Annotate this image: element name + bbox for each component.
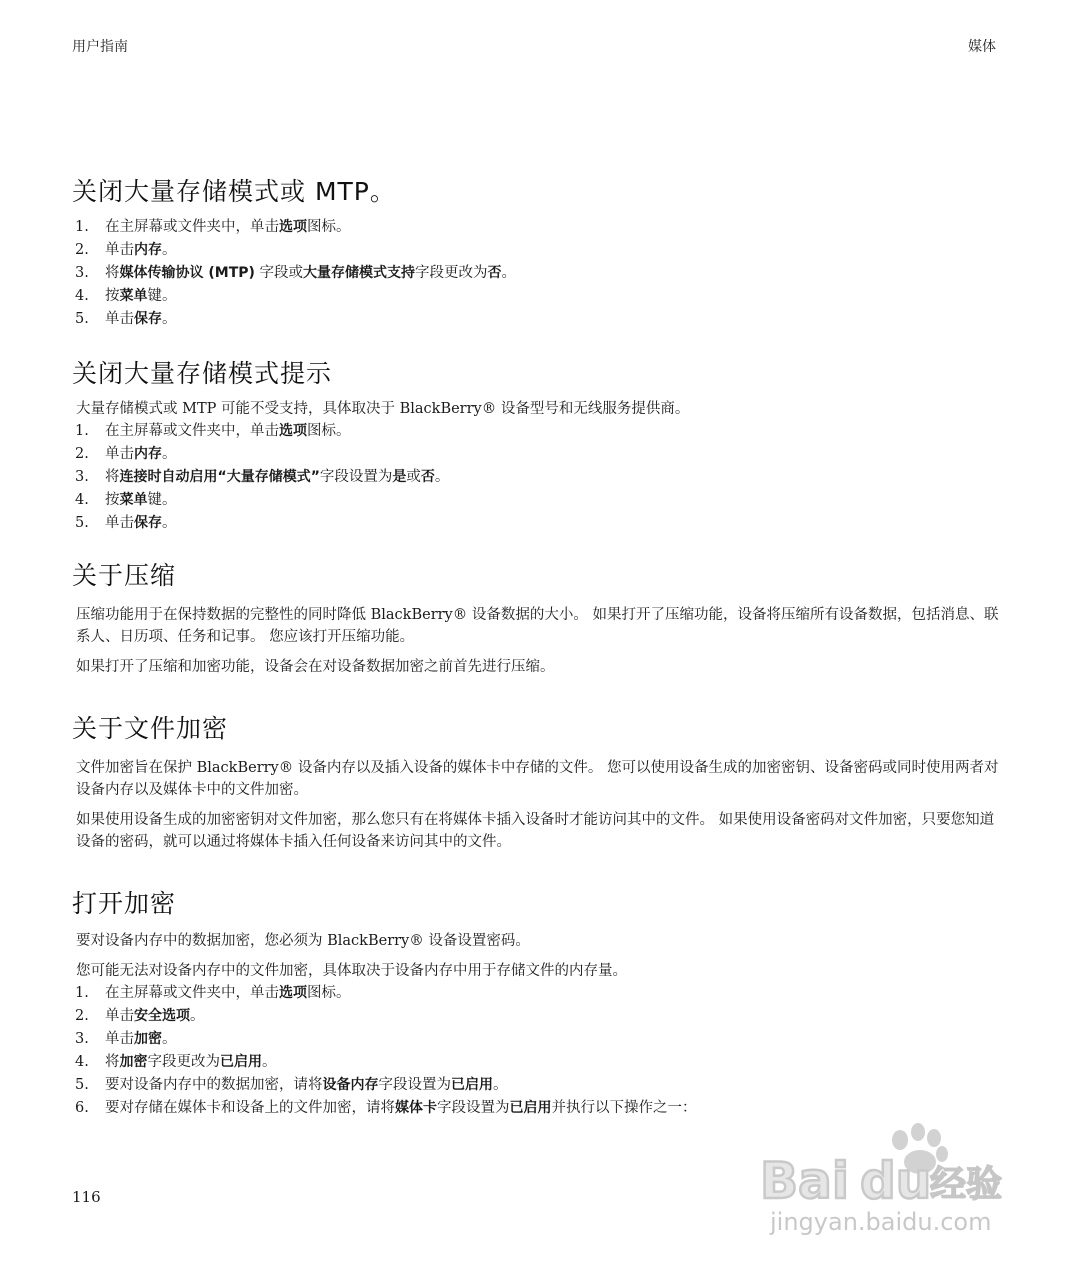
ui-term: 大量存储模式支持	[303, 265, 416, 281]
step-item: 4. 按菜单键。	[72, 489, 1002, 512]
step-item: 3. 单击加密。	[72, 1028, 1002, 1051]
body-paragraph: 如果打开了压缩和加密功能，设备会在对设备数据加密之前首先进行压缩。	[76, 659, 555, 675]
body-paragraph: 压缩功能用于在保持数据的完整性的同时降低 BlackBerry® 设备数据的大小。 如果打开了压缩功能，设备将压缩所有设备数据，包括消息、联系人、日历项、任务和记事。 您应该打开压缩功能。	[76, 607, 999, 645]
ui-term: 选项	[279, 985, 307, 1001]
step-number: 1.	[75, 985, 89, 1001]
ui-term: 已启用	[220, 1054, 262, 1070]
steps-list	[72, 982, 1002, 1120]
step-number: 3.	[75, 469, 89, 485]
section-title: 关于文件加密	[72, 714, 229, 743]
step-item: 6. 要对存储在媒体卡和设备上的文件加密，请将媒体卡字段设置为已启用并执行以下操作之一：	[72, 1097, 1002, 1120]
step-number: 3.	[75, 1031, 89, 1047]
steps-list	[72, 216, 1002, 331]
ui-term: 安全选项	[134, 1008, 190, 1024]
baidu-jingyan-watermark	[752, 1118, 1012, 1258]
ui-term: 菜单	[119, 492, 148, 508]
svg-text:du: du	[860, 1152, 932, 1210]
step-number: 1.	[75, 423, 89, 439]
step-number: 4.	[75, 288, 89, 304]
section-disable-mass-storage-prompt	[72, 354, 1002, 535]
page-number: 116	[72, 1188, 101, 1206]
ui-term: 内存	[134, 446, 162, 462]
header-guide-title: 用户指南	[72, 39, 128, 55]
section-title: 关闭大量存储模式提示	[72, 359, 333, 388]
ui-term: 加密	[119, 1054, 148, 1070]
step-number: 5.	[75, 515, 89, 531]
body-paragraph: 要对设备内存中的数据加密，您必须为 BlackBerry® 设备设置密码。	[76, 933, 530, 949]
step-item: 5. 单击保存。	[72, 308, 1002, 331]
section-title: 关闭大量存储模式或 MTP。	[72, 177, 396, 206]
step-item: 1. 在主屏幕或文件夹中，单击选项图标。	[72, 982, 1002, 1005]
step-item: 3. 将连接时自动启用“大量存储模式”字段设置为是或否。	[72, 466, 1002, 489]
step-number: 1.	[75, 219, 89, 235]
body-paragraph: 如果使用设备生成的加密密钥对文件加密，那么您只有在将媒体卡插入设备时才能访问其中的文件。 如果使用设备密码对文件加密，只要您知道设备的密码，就可以通过将媒体卡插入任何设备来访问其中的文件。	[76, 812, 995, 850]
ui-term: 已启用	[451, 1077, 493, 1093]
step-number: 2.	[75, 242, 89, 258]
steps-list	[72, 420, 1002, 535]
step-number: 5.	[75, 311, 89, 327]
step-item: 5. 单击保存。	[72, 512, 1002, 535]
ui-term: 选项	[279, 219, 307, 235]
step-number: 5.	[75, 1077, 89, 1093]
step-item: 2. 单击内存。	[72, 443, 1002, 466]
body-paragraph: 您可能无法对设备内存中的文件加密，具体取决于设备内存中用于存储文件的内存量。	[76, 963, 627, 979]
ui-term: 加密	[134, 1031, 162, 1047]
step-item: 2. 单击安全选项。	[72, 1005, 1002, 1028]
step-number: 3.	[75, 265, 89, 281]
section-about-compression	[72, 556, 1002, 678]
ui-term: 菜单	[119, 288, 148, 304]
step-number: 2.	[75, 446, 89, 462]
step-item: 2. 单击内存。	[72, 239, 1002, 262]
ui-term: 连接时自动启用“大量存储模式”	[119, 469, 320, 485]
watermark-url: jingyan.baidu.com	[770, 1208, 992, 1236]
step-item: 1. 在主屏幕或文件夹中，单击选项图标。	[72, 420, 1002, 443]
header-chapter-title: 媒体	[968, 39, 996, 55]
ui-term: 否	[420, 469, 435, 485]
body-paragraph: 大量存储模式或 MTP 可能不受支持，具体取决于 BlackBerry® 设备型号和无线服务提供商。	[76, 401, 690, 417]
ui-term: 否	[487, 265, 502, 281]
step-number: 2.	[75, 1008, 89, 1024]
ui-term: 选项	[279, 423, 307, 439]
ui-term: 内存	[134, 242, 162, 258]
section-title: 关于压缩	[72, 561, 177, 590]
section-turn-on-encryption	[72, 884, 1002, 1120]
ui-term: 已启用	[509, 1100, 552, 1116]
section-disable-mass-storage	[72, 172, 1002, 331]
step-number: 6.	[75, 1100, 89, 1116]
step-item: 3. 将媒体传输协议 (MTP) 字段或大量存储模式支持字段更改为否。	[72, 262, 1002, 285]
step-item: 4. 将加密字段更改为已启用。	[72, 1051, 1002, 1074]
step-number: 4.	[75, 492, 89, 508]
body-paragraph: 文件加密旨在保护 BlackBerry® 设备内存以及插入设备的媒体卡中存储的文件。 您可以使用设备生成的加密密钥、设备密码或同时使用两者对设备内存以及媒体卡中的文件加密。	[76, 760, 999, 798]
ui-term: 保存	[134, 311, 162, 327]
section-title: 打开加密	[72, 889, 177, 918]
svg-text:Bai: Bai	[760, 1152, 849, 1210]
ui-term: 媒体传输协议 (MTP)	[119, 265, 255, 281]
svg-text:经验: 经验	[930, 1164, 1003, 1205]
step-number: 4.	[75, 1054, 89, 1070]
ui-term: 是	[392, 469, 407, 485]
ui-term: 媒体卡	[395, 1100, 437, 1116]
ui-term: 保存	[134, 515, 162, 531]
step-item: 1. 在主屏幕或文件夹中，单击选项图标。	[72, 216, 1002, 239]
section-about-file-encryption	[72, 709, 1002, 853]
ui-term: 设备内存	[322, 1077, 379, 1093]
step-item: 5. 要对设备内存中的数据加密，请将设备内存字段设置为已启用。	[72, 1074, 1002, 1097]
step-item: 4. 按菜单键。	[72, 285, 1002, 308]
